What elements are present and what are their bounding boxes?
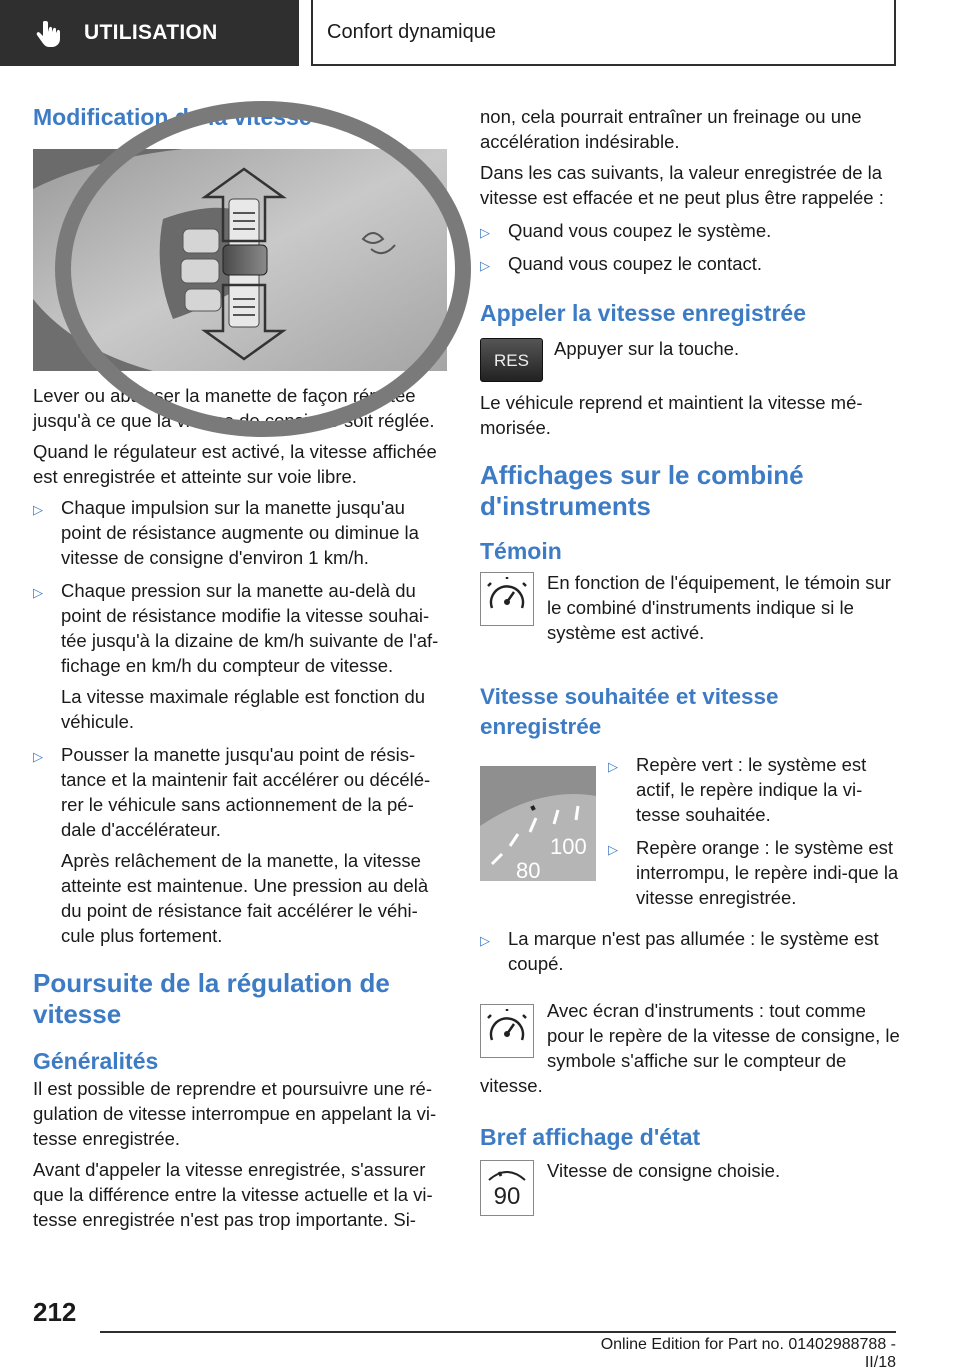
- heading-poursuite: Poursuite de la régulation de vitesse: [33, 968, 390, 1029]
- para-reprendre: Il est possible de reprendre et poursuivre une ré-gulation de vitesse interrompue en appelant la vi-tesse enregistrée.: [33, 1078, 437, 1149]
- bullet-note: La vitesse maximale réglable est fonction du véhicule.: [61, 686, 426, 732]
- list-item: [33, 578, 447, 734]
- triangle-bullet-icon: ▷: [480, 933, 490, 948]
- bullet-text: Repère vert : le système est actif, le repère indique la vi-tesse souhaitée.: [636, 754, 867, 825]
- triangle-bullet-icon: ▷: [608, 842, 618, 857]
- res-label: RES: [494, 350, 529, 370]
- list-item: [608, 752, 900, 827]
- section-tab: [0, 0, 299, 66]
- para-avant: Avant d'appeler la vitesse enregistrée, s'assurer que la différence entre la vitesse actuelle et la vi-tesse enregistrée n'est pas trop importante. Si-: [33, 1159, 433, 1230]
- cruise-control-icon: [480, 1004, 534, 1058]
- para-lever: Lever ou abaisser la manette de façon répétée jusqu'à ce que la vitesse de consigne soit réglée.: [33, 385, 435, 431]
- triangle-bullet-icon: ▷: [608, 759, 618, 774]
- edition-note: Online Edition for Part no. 01402988788 - II/18: [600, 1336, 896, 1371]
- bullet-text: Quand vous coupez le système.: [508, 220, 772, 241]
- para-ecran-text: Avec écran d'instruments : tout comme pour le repère de la vitesse de consigne, le symbole s'affiche sur le compteur de vitesse.: [480, 1000, 900, 1096]
- para-bref: Vitesse de consigne choisie.: [547, 1160, 781, 1181]
- right-column: [480, 104, 900, 1230]
- bullet-text: Pousser la manette jusqu'au point de résis-tance et la maintenir fait accélérer ou décélé-rer le véhicule sans actionnement de la pé-dale d'accélérateur.: [61, 744, 431, 840]
- para-temoin: En fonction de l'équipement, le témoin sur le combiné d'instruments indique si le système est activé.: [547, 572, 891, 643]
- heading-bref: Bref affichage d'état: [480, 1124, 701, 1150]
- heading-appeler: Appeler la vitesse enregistrée: [480, 300, 806, 326]
- bullet-text: La marque n'est pas allumée : le système est coupé.: [508, 928, 879, 974]
- speed-90-icon: [480, 1160, 534, 1216]
- res-row: [480, 338, 900, 390]
- para-sinon: non, cela pourrait entraîner un freinage ou une accélération indésirable.: [480, 106, 862, 152]
- chapter-title: [311, 0, 896, 66]
- cruise-control-icon: [480, 572, 534, 626]
- list-item: [33, 495, 447, 570]
- bref-row: [480, 1160, 900, 1230]
- heading-modification: Modification de la vitesse: [33, 104, 312, 130]
- heading-souhaitee: Vitesse souhaitée et vitesse enregistrée: [480, 684, 779, 739]
- section-title: UTILISATION: [84, 21, 218, 44]
- list-item: [480, 218, 900, 243]
- triangle-bullet-icon: ▷: [33, 749, 43, 764]
- gauge-80-label: 80: [516, 858, 541, 883]
- page-header: [0, 0, 960, 66]
- para-reprend: Le véhicule reprend et maintient la vitesse mé-morisée.: [480, 392, 863, 438]
- footer-divider: [100, 1331, 896, 1333]
- list-item: [480, 251, 900, 276]
- triangle-bullet-icon: ▷: [33, 502, 43, 517]
- heading-temoin: Témoin: [480, 538, 562, 564]
- bullet-text: Quand vous coupez le contact.: [508, 253, 763, 274]
- left-column: [33, 100, 447, 1232]
- temoin-row: [480, 572, 900, 662]
- page-number: 212: [33, 1297, 77, 1327]
- gauge-bullets: [608, 752, 900, 910]
- list-item: [33, 742, 447, 948]
- res-button-icon: [480, 338, 543, 382]
- gauge-100-label: 100: [550, 834, 587, 859]
- para-ecran: [480, 998, 900, 1098]
- speed-90-label: 90: [493, 1183, 521, 1210]
- souhaitee-row: [480, 756, 900, 926]
- chapter-label: Confort dynamique: [327, 20, 496, 43]
- steering-wheel-lever-figure: [33, 149, 447, 371]
- speedometer-gauge-figure: [480, 766, 596, 881]
- list-item: [608, 835, 900, 910]
- heading-generalites: Généralités: [33, 1048, 159, 1074]
- para-cas: Dans les cas suivants, la valeur enregistrée de la vitesse est effacée et ne peut plus être rappelée :: [480, 162, 884, 208]
- triangle-bullet-icon: ▷: [33, 585, 43, 600]
- list-item: [480, 926, 900, 976]
- triangle-bullet-icon: ▷: [480, 225, 490, 240]
- bullet-text: Chaque pression sur la manette au-delà du point de résistance modifie la vitesse souhai-tée jusqu'à la dizaine de km/h suivante de l'af-fichage en km/h du compteur de vitesse.: [61, 580, 439, 676]
- triangle-bullet-icon: ▷: [480, 258, 490, 273]
- ecran-row: [480, 998, 900, 1098]
- bullet-note: Après relâchement de la manette, la vitesse atteinte est maintenue. Une pression au delà du point de résistance fait accélérer le véhi-cule plus fortement.: [61, 850, 429, 946]
- bullet-text: Repère orange : le système est interrompu, le repère indi-que la vitesse enregistrée.: [636, 837, 899, 908]
- para-res: Appuyer sur la touche.: [554, 338, 740, 359]
- heading-affichages: Affichages sur le combiné d'instruments: [480, 460, 804, 521]
- para-activated: Quand le régulateur est activé, la vitesse affichée est enregistrée et atteinte sur voie libre.: [33, 441, 437, 487]
- hand-pointer-icon: [36, 18, 66, 48]
- bullet-text: Chaque impulsion sur la manette jusqu'au point de résistance augmente ou diminue la vitesse de consigne d'environ 1 km/h.: [61, 497, 419, 568]
